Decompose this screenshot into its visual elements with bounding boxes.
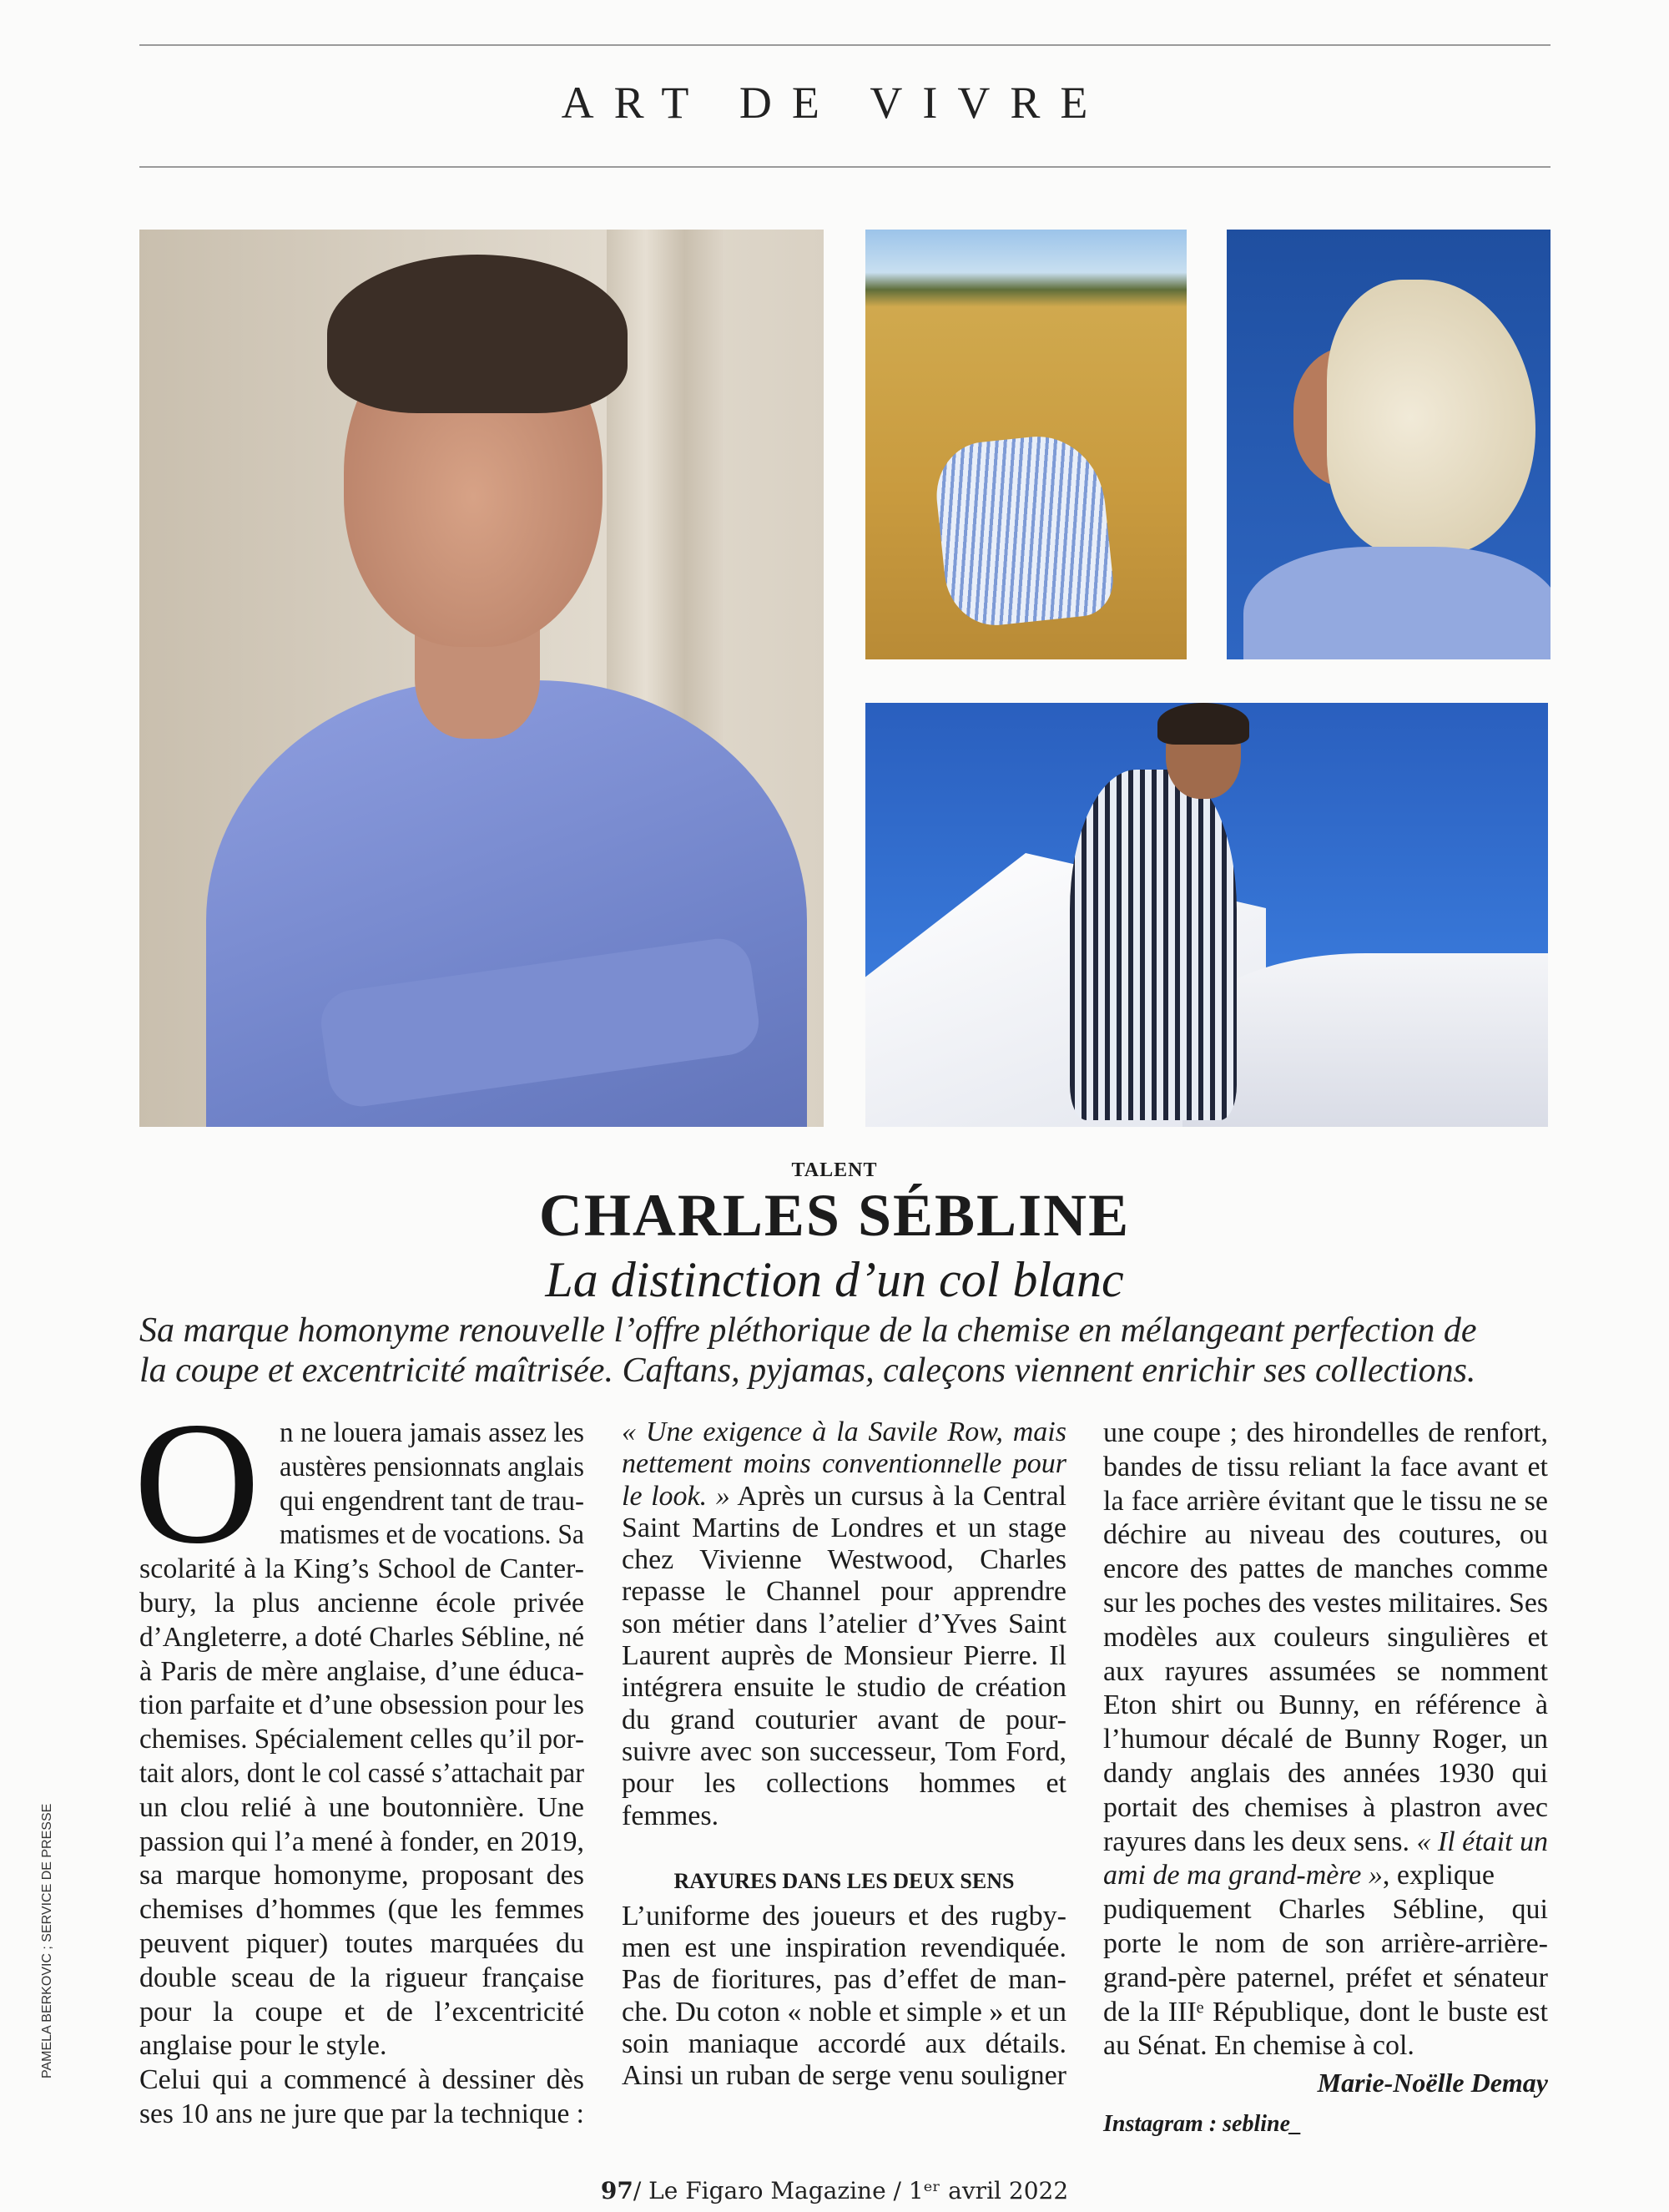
text-segment: pour la coupe et de l’excentricité bbox=[139, 1996, 584, 2028]
text-line bbox=[139, 1962, 584, 1996]
italic-segment: « Il était un bbox=[1416, 1826, 1548, 1857]
text-segment: Après un cursus à la Central bbox=[729, 1480, 1066, 1512]
text-segment: une coupe ; des hirondelles de renfort, bbox=[1103, 1417, 1548, 1448]
deck-line: la coupe et excentricité maîtrisée. Caftans, pyjamas, caleçons viennent enrichir ses collections. bbox=[139, 1351, 1476, 1390]
text-segment: modèles aux couleurs singulières et bbox=[1103, 1621, 1548, 1653]
text-line bbox=[1103, 2029, 1548, 2063]
text-line bbox=[139, 1826, 584, 1860]
text-line bbox=[280, 1417, 584, 1451]
text-line bbox=[622, 1544, 1066, 1576]
text-line bbox=[622, 1997, 1066, 2028]
text-segment: rayures dans les deux sens. bbox=[1103, 1826, 1417, 1857]
text-line bbox=[622, 1704, 1066, 1736]
text-segment: chemises. Spécialement celles qu’il por- bbox=[139, 1724, 584, 1755]
text-line bbox=[1103, 1689, 1548, 1723]
subheading: RAYURES DANS LES DEUX SENS bbox=[673, 1868, 1015, 1893]
text-segment: tion parfaite et d’une obsession pour les bbox=[139, 1689, 584, 1721]
text-segment: , explique bbox=[1382, 1860, 1495, 1891]
text-segment: grand-père paternel, préfet et sénateur bbox=[1103, 1962, 1548, 1993]
text-segment: portait des chemises à plastron avec bbox=[1103, 1791, 1548, 1823]
text-segment: Saint Martins de Londres et un stage bbox=[622, 1512, 1066, 1543]
text-line bbox=[1103, 1962, 1548, 1996]
text-segment: repasse le Channel pour apprendre bbox=[622, 1576, 1066, 1608]
text-line bbox=[1103, 1655, 1548, 1689]
text-segment: bandes de tissu reliant la face avant et bbox=[1103, 1451, 1548, 1482]
text-segment: chez Vivienne Westwood, Charles bbox=[622, 1544, 1066, 1576]
text-line bbox=[1103, 1417, 1548, 1451]
text-segment: Celui qui a commencé à dessiner dès bbox=[139, 2064, 584, 2096]
publication-info: / Le Figaro Magazine / 1ᵉʳ avril 2022 bbox=[633, 2177, 1069, 2204]
text-segment: pudiquement Charles Sébline, qui bbox=[1103, 1894, 1548, 1926]
section-title: ART DE VIVRE bbox=[561, 78, 1108, 128]
text-line bbox=[622, 1964, 1066, 1996]
text-segment: chemises d’hommes (que les femmes bbox=[139, 1894, 584, 1926]
text-line bbox=[622, 1932, 1066, 1964]
text-segment: de la IIIᵉ République, dont le buste est bbox=[1103, 1996, 1548, 2028]
text-line bbox=[622, 1768, 1066, 1800]
text-line bbox=[1103, 1621, 1548, 1655]
text-segment: pour les collections hommes et bbox=[622, 1768, 1066, 1800]
top-rule bbox=[139, 44, 1551, 46]
text-segment: ses 10 ans ne jure que par la technique : bbox=[139, 2098, 584, 2129]
text-line bbox=[139, 1927, 584, 1962]
text-line bbox=[622, 1608, 1066, 1640]
text-line bbox=[622, 1417, 1066, 1448]
text-segment: matismes et de vocations. Sa bbox=[280, 1519, 584, 1551]
text-segment: qui engendrent tant de trau- bbox=[280, 1485, 584, 1517]
text-line bbox=[1103, 1996, 1548, 2030]
text-line bbox=[622, 1576, 1066, 1608]
page-footer bbox=[0, 2177, 1669, 2204]
text-segment: passion qui l’a mené à fonder, en 2019, bbox=[139, 1826, 584, 1857]
text-segment: bury, la plus ancienne école privée bbox=[139, 1587, 584, 1619]
drop-cap: O bbox=[134, 1386, 260, 1580]
text-segment: che. Du coton « noble et simple » et un bbox=[622, 1996, 1066, 2028]
text-segment: l’humour décalé de Bunny Roger, un bbox=[1103, 1724, 1548, 1755]
portrait-photo bbox=[139, 230, 824, 1127]
column-2-part-1 bbox=[622, 1417, 1066, 1832]
subtitle: La distinction d’un col blanc bbox=[545, 1252, 1124, 1307]
photo-credit: PAMELA BERKOVIC ; SERVICE DE PRESSE bbox=[40, 1803, 54, 2078]
author-byline: Marie-Noëlle Demay bbox=[1317, 2068, 1548, 2098]
text-line bbox=[1103, 1826, 1548, 1860]
text-line bbox=[139, 1553, 584, 1587]
text-line bbox=[622, 1448, 1066, 1480]
text-line bbox=[622, 1901, 1066, 1932]
bearded-man-photo bbox=[1227, 230, 1551, 659]
text-line bbox=[622, 1672, 1066, 1704]
text-line bbox=[139, 2063, 584, 2098]
text-segment: sa marque homonyme, proposant des bbox=[139, 1860, 584, 1891]
text-segment: au Sénat. En chemise à col. bbox=[1103, 2030, 1414, 2062]
italic-segment: « Une exigence à la Savile Row, mais bbox=[622, 1417, 1066, 1447]
text-line bbox=[280, 1451, 584, 1485]
text-segment: Pas de fioritures, pas d’effet de man- bbox=[622, 1964, 1066, 1996]
text-line bbox=[1103, 1723, 1548, 1757]
text-segment: sur les poches des vestes militaires. Ses bbox=[1103, 1587, 1548, 1619]
text-segment: intégrera ensuite le studio de création bbox=[622, 1672, 1066, 1704]
text-segment: déchire au niveau des coutures, ou bbox=[1103, 1519, 1548, 1551]
wheat-field-photo bbox=[865, 230, 1187, 659]
text-segment: Eton shirt ou Bunny, en référence à bbox=[1103, 1689, 1548, 1721]
text-line bbox=[139, 1996, 584, 2030]
text-line bbox=[1103, 1553, 1548, 1587]
text-segment: du grand couturier avant de pour- bbox=[622, 1704, 1066, 1735]
page-number: 97 bbox=[600, 2177, 633, 2204]
text-line bbox=[1103, 1927, 1548, 1962]
text-segment: men est une inspiration revendiquée. bbox=[622, 1932, 1066, 1964]
text-line bbox=[139, 1757, 584, 1791]
deck-line: Sa marque homonyme renouvelle l’offre pléthorique de la chemise en mélangeant perfection de bbox=[139, 1311, 1477, 1350]
text-segment: aux rayures assumées se nomment bbox=[1103, 1655, 1548, 1687]
italic-segment: le look. » bbox=[622, 1480, 730, 1512]
italic-segment: nettement moins conventionnelle pour bbox=[622, 1448, 1066, 1480]
text-segment: à Paris de mère anglaise, d’une éduca- bbox=[139, 1655, 584, 1687]
text-line bbox=[139, 1791, 584, 1826]
text-line bbox=[622, 1736, 1066, 1768]
text-line bbox=[139, 1587, 584, 1621]
text-segment: d’Angleterre, a doté Charles Sébline, né bbox=[139, 1621, 584, 1653]
text-segment: porte le nom de son arrière-arrière- bbox=[1103, 1927, 1548, 1959]
text-line bbox=[1103, 1485, 1548, 1519]
text-segment: soin maniaque accordé aux détails. bbox=[622, 2028, 1066, 2060]
text-line bbox=[1103, 1757, 1548, 1791]
text-segment: femmes. bbox=[622, 1800, 719, 1831]
text-segment: scolarité à la King’s School de Canter- bbox=[139, 1553, 584, 1585]
text-line bbox=[1103, 1859, 1548, 1893]
text-segment: L’uniforme des joueurs et des rugby- bbox=[622, 1900, 1066, 1932]
text-line bbox=[622, 2060, 1066, 2092]
kicker: TALENT bbox=[791, 1159, 878, 1181]
text-line bbox=[139, 2098, 584, 2132]
text-segment: n ne louera jamais assez les bbox=[280, 1417, 584, 1448]
text-line bbox=[1103, 1587, 1548, 1621]
text-segment: Ainsi un ruban de serge venu souligner bbox=[622, 2060, 1066, 2092]
text-line bbox=[139, 1655, 584, 1689]
text-segment: tait alors, dont le col cassé s’attachait par bbox=[139, 1757, 584, 1789]
instagram-handle: Instagram : sebline_ bbox=[1103, 2111, 1303, 2137]
text-line bbox=[622, 1481, 1066, 1513]
text-line bbox=[622, 1800, 1066, 1832]
text-line bbox=[139, 1723, 584, 1757]
text-line bbox=[1103, 1893, 1548, 1927]
text-line bbox=[622, 2028, 1066, 2060]
text-segment: la face arrière évitant que le tissu ne se bbox=[1103, 1485, 1548, 1517]
text-segment: double sceau de la rigueur française bbox=[139, 1962, 584, 1993]
text-segment: anglaise pour le style. bbox=[139, 2030, 387, 2062]
text-line bbox=[280, 1518, 584, 1553]
text-segment: austères pensionnats anglais bbox=[280, 1451, 584, 1482]
text-line bbox=[1103, 1791, 1548, 1826]
italic-segment: ami de ma grand-mère » bbox=[1103, 1860, 1383, 1891]
striped-shirt-man-photo bbox=[865, 703, 1548, 1127]
text-line bbox=[139, 1689, 584, 1723]
text-line bbox=[1103, 1451, 1548, 1485]
column-2-part-2 bbox=[622, 1901, 1066, 2093]
text-line bbox=[139, 1621, 584, 1655]
headline: CHARLES SÉBLINE bbox=[538, 1182, 1131, 1249]
column-2 bbox=[622, 1417, 1066, 2093]
text-segment: encore des pattes de manches comme bbox=[1103, 1553, 1548, 1585]
text-line bbox=[139, 1859, 584, 1893]
text-line bbox=[1103, 1518, 1548, 1553]
text-line bbox=[280, 1485, 584, 1519]
text-segment: un clou relié à une boutonnière. Une bbox=[139, 1791, 584, 1823]
text-segment: dandy anglais des années 1930 qui bbox=[1103, 1757, 1548, 1789]
text-line bbox=[139, 2029, 584, 2063]
header-rule bbox=[139, 166, 1551, 168]
text-segment: suivre avec son successeur, Tom Ford, bbox=[622, 1735, 1066, 1767]
text-segment: son métier dans l’atelier d’Yves Saint bbox=[622, 1608, 1066, 1639]
text-line bbox=[622, 1640, 1066, 1672]
text-segment: peuvent piquer) toutes marquées du bbox=[139, 1927, 584, 1959]
text-line bbox=[622, 1513, 1066, 1544]
text-segment: Laurent auprès de Monsieur Pierre. Il bbox=[622, 1640, 1066, 1672]
column-3 bbox=[1103, 1417, 1548, 2063]
column-1 bbox=[139, 1417, 584, 2132]
text-line bbox=[139, 1893, 584, 1927]
